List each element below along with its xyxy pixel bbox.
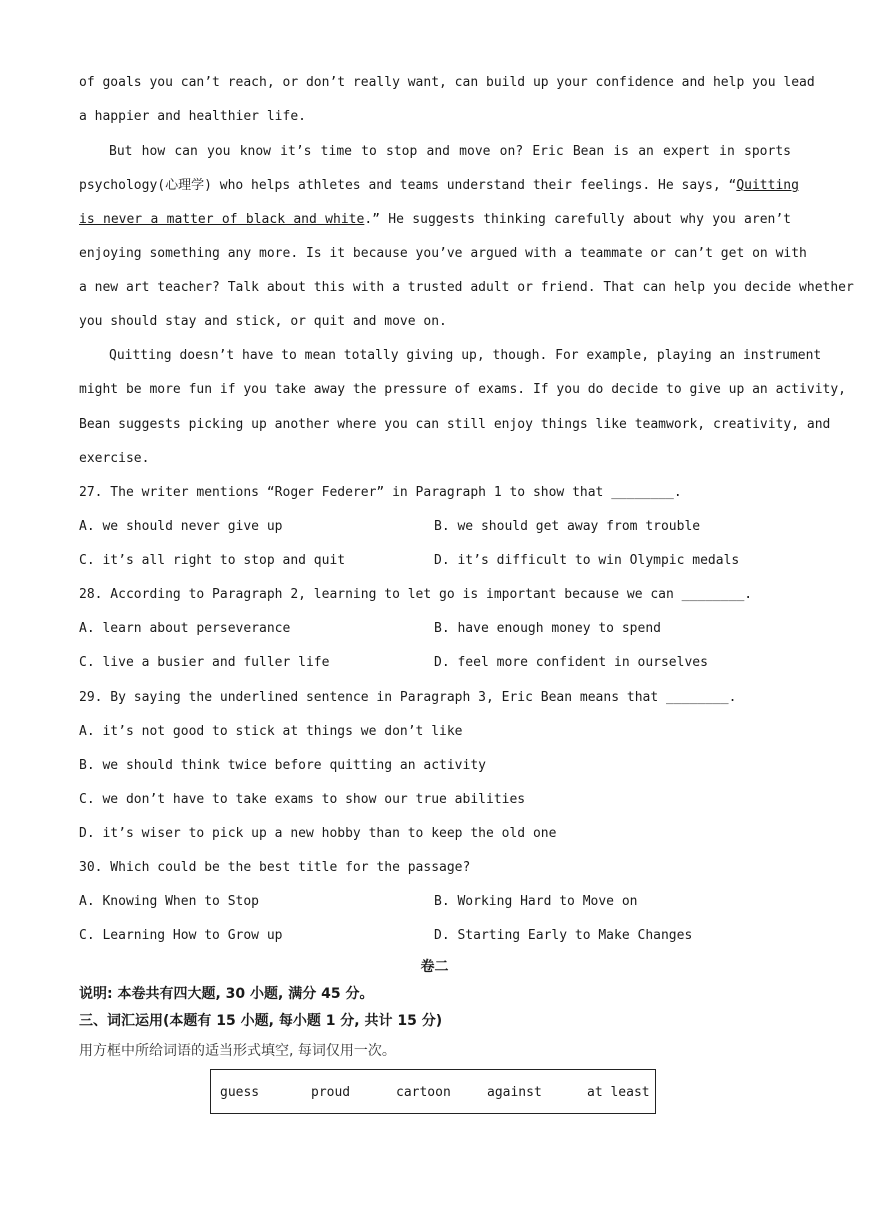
question-30-stem: 30. Which could be the best title for the passage?	[79, 860, 471, 875]
word-box-item: proud	[311, 1085, 351, 1100]
question-29-option-d[interactable]: D. it’s wiser to pick up a new hobby than to keep the old one	[79, 826, 557, 841]
word-box-item: at least	[587, 1085, 650, 1100]
question-27-option-a[interactable]: A. we should never give up	[79, 519, 283, 534]
part-three-heading: 三、词汇运用(本题有 15 小题, 每小题 1 分, 共计 15 分)	[79, 1013, 443, 1029]
question-28-option-d[interactable]: D. feel more confident in ourselves	[434, 655, 708, 670]
question-28-option-c[interactable]: C. live a busier and fuller life	[79, 655, 330, 670]
question-30-option-b[interactable]: B. Working Hard to Move on	[434, 894, 638, 909]
passage-p3-line-3: Bean suggests picking up another where you can still enjoy things like teamwork, creativity, and	[79, 417, 831, 432]
question-29-option-c[interactable]: C. we don’t have to take exams to show our true abilities	[79, 792, 526, 807]
word-box	[210, 1069, 656, 1114]
question-30-option-d[interactable]: D. Starting Early to Make Changes	[434, 928, 693, 943]
question-29-stem: 29. By saying the underlined sentence in Paragraph 3, Eric Bean means that ________.	[79, 690, 737, 705]
passage-p2-line-2	[79, 176, 799, 196]
passage-p3-line-2: might be more fun if you take away the pressure of exams. If you do decide to give up an activity,	[79, 382, 847, 397]
passage-p2-line-3	[79, 210, 791, 230]
question-28-stem: 28. According to Paragraph 2, learning to let go is important because we can ________.	[79, 587, 753, 602]
underlined-sentence-end: is never a matter of black and white	[79, 212, 365, 227]
passage-p2-line-1: But how can you know it’s time to stop and move on? Eric Bean is an expert in sports	[109, 144, 791, 159]
passage-p2-text: .” He suggests thinking carefully about why you aren’t	[364, 212, 792, 227]
passage-p3-line-4: exercise.	[79, 451, 150, 466]
question-29-option-a[interactable]: A. it’s not good to stick at things we don’t like	[79, 724, 463, 739]
word-box-item: against	[487, 1085, 542, 1100]
question-28-option-b[interactable]: B. have enough money to spend	[434, 621, 661, 636]
part-three-instruction: 用方框中所给词语的适当形式填空, 每词仅用一次。	[79, 1043, 396, 1059]
question-29-option-b[interactable]: B. we should think twice before quitting an activity	[79, 758, 486, 773]
question-27-option-c[interactable]: C. it’s all right to stop and quit	[79, 553, 346, 568]
question-30-option-c[interactable]: C. Learning How to Grow up	[79, 928, 283, 943]
question-27-option-b[interactable]: B. we should get away from trouble	[434, 519, 701, 534]
passage-p2-line-5: a new art teacher? Talk about this with a trusted adult or friend. That can help you decide whether	[79, 280, 854, 295]
question-28-option-a[interactable]: A. learn about perseverance	[79, 621, 291, 636]
section-title: 卷二	[420, 959, 449, 975]
passage-p2-text: psychology(心理学) who helps athletes and teams understand their feelings. He says, “	[79, 178, 737, 193]
question-27-option-d[interactable]: D. it’s difficult to win Olympic medals	[434, 553, 740, 568]
passage-p3-line-1: Quitting doesn’t have to mean totally giving up, though. For example, playing an instrument	[109, 348, 822, 363]
word-box-item: cartoon	[396, 1085, 451, 1100]
question-27-stem: 27. The writer mentions “Roger Federer” in Paragraph 1 to show that ________.	[79, 485, 682, 500]
question-30-option-a[interactable]: A. Knowing When to Stop	[79, 894, 260, 909]
passage-p1-line-2: a happier and healthier life.	[79, 109, 306, 124]
passage-p1-line-1: of goals you can’t reach, or don’t really want, can build up your confidence and help you lead	[79, 75, 815, 90]
passage-p2-line-6: you should stay and stick, or quit and move on.	[79, 314, 447, 329]
section-note: 说明: 本卷共有四大题, 30 小题, 满分 45 分。	[79, 986, 374, 1002]
underlined-sentence-start: Quitting	[736, 178, 799, 193]
passage-p2-line-4: enjoying something any more. Is it because you’ve argued with a teammate or can’t get on with	[79, 246, 807, 261]
word-box-item: guess	[220, 1085, 260, 1100]
